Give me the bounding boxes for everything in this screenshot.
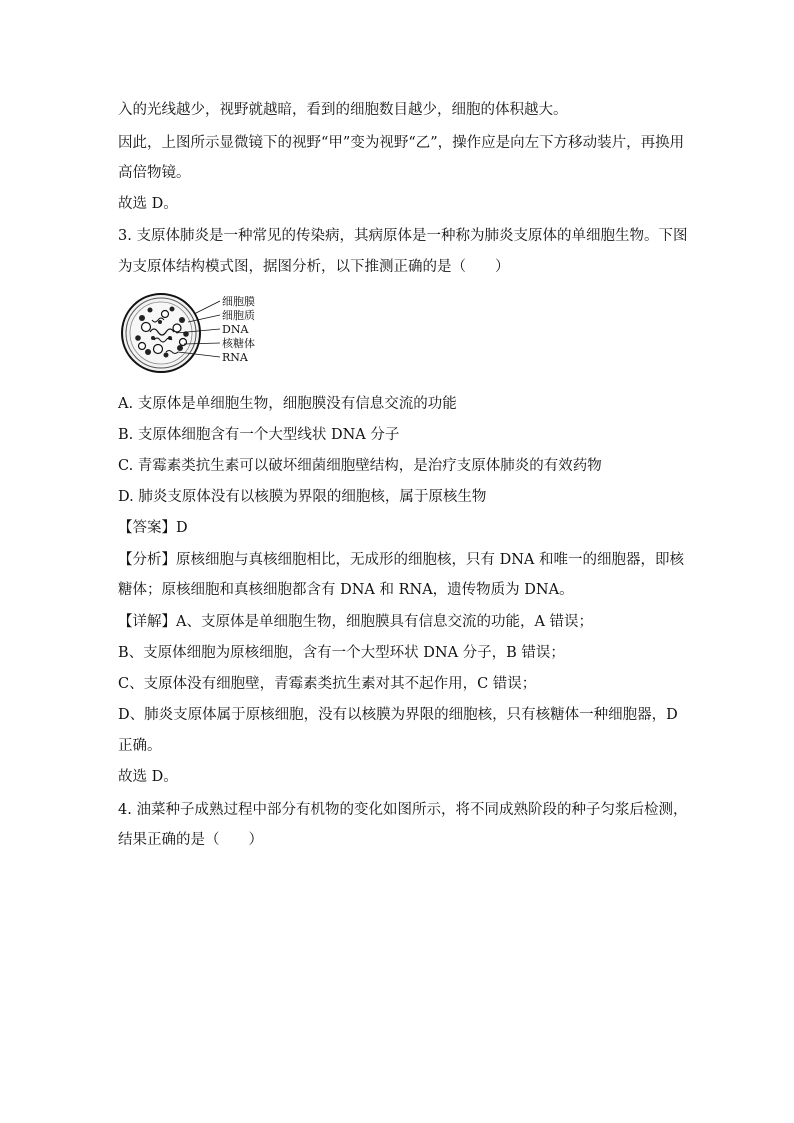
- detail-line: C、支原体没有细胞壁，青霉素类抗生素对其不起作用，C 错误；: [118, 676, 537, 692]
- text-line: 故选 D。: [118, 196, 178, 212]
- conclusion-line: 故选 D。: [118, 769, 178, 785]
- question-4-stem: 结果正确的是（ ）: [118, 832, 263, 848]
- label-dna: DNA: [222, 323, 249, 336]
- label-rna: RNA: [222, 351, 248, 364]
- question-4-stem: 4. 油菜种子成熟过程中部分有机物的变化如图所示，将不同成熟阶段的种子匀浆后检测，: [118, 802, 688, 818]
- answer-line: 【答案】D: [118, 520, 188, 536]
- label-cell-membrane: 细胞膜: [222, 295, 255, 308]
- text-line: 高倍物镜。: [118, 165, 191, 181]
- option-c: C. 青霉素类抗生素可以破坏细菌细胞壁结构，是治疗支原体肺炎的有效药物: [118, 458, 602, 474]
- analysis-line: 【分析】原核细胞与真核细胞相比，无成形的细胞核，只有 DNA 和唯一的细胞器，即核: [118, 552, 684, 568]
- detail-line: B、支原体细胞为原核细胞，含有一个大型环状 DNA 分子，B 错误；: [118, 645, 565, 661]
- label-ribosome: 核糖体: [222, 337, 255, 350]
- analysis-line: 糖体；原核细胞和真核细胞都含有 DNA 和 RNA，遗传物质为 DNA。: [118, 582, 574, 598]
- question-3-stem: 为支原体结构模式图，据图分析，以下推测正确的是（ ）: [118, 259, 510, 275]
- detail-line: 【详解】A、支原体是单细胞生物，细胞膜具有信息交流的功能，A 错误；: [118, 614, 594, 630]
- option-b: B. 支原体细胞含有一个大型线状 DNA 分子: [118, 427, 400, 443]
- text-line: 入的光线越少，视野就越暗，看到的细胞数目越少，细胞的体积越大。: [118, 102, 568, 118]
- label-cytoplasm: 细胞质: [222, 309, 255, 322]
- detail-line: 正确。: [118, 738, 162, 754]
- question-3-stem: 3. 支原体肺炎是一种常见的传染病，其病原体是一种称为肺炎支原体的单细胞生物。下图: [118, 228, 688, 244]
- mycoplasma-structure-diagram: [120, 292, 280, 374]
- option-d: D. 肺炎支原体没有以核膜为界限的细胞核，属于原核生物: [118, 489, 487, 505]
- text-line: 因此，上图所示显微镜下的视野“甲”变为视野“乙”，操作应是向左下方移动装片，再换用: [118, 135, 685, 151]
- option-a: A. 支原体是单细胞生物，细胞膜没有信息交流的功能: [118, 396, 457, 412]
- detail-line: D、肺炎支原体属于原核细胞，没有以核膜为界限的细胞核，只有核糖体一种细胞器，D: [118, 707, 678, 723]
